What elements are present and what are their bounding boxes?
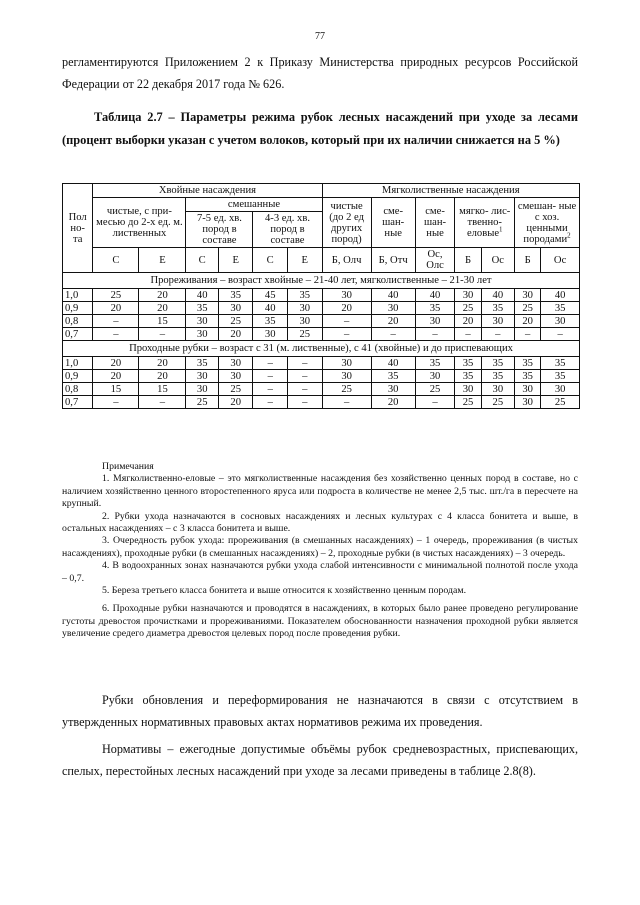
- value-cell: –: [139, 396, 186, 409]
- value-cell: 25: [455, 396, 481, 409]
- value-cell: 30: [515, 396, 541, 409]
- value-cell: 20: [218, 328, 253, 341]
- value-cell: 30: [186, 370, 218, 383]
- value-cell: 30: [322, 289, 371, 302]
- value-cell: 30: [218, 357, 253, 370]
- thinning-rows: [63, 289, 580, 341]
- value-cell: 40: [371, 289, 415, 302]
- value-cell: –: [371, 328, 415, 341]
- value-cell: 20: [93, 370, 139, 383]
- value-cell: 30: [515, 383, 541, 396]
- header-deciduous-spruce-text: мягко- лис- твенно- еловые: [459, 206, 511, 239]
- polnota-cell: 1,0: [63, 289, 93, 302]
- polnota-cell: 0,8: [63, 383, 93, 396]
- value-cell: 30: [415, 370, 455, 383]
- cutting-parameters-table: [62, 183, 580, 409]
- table-row: [63, 383, 580, 396]
- value-cell: 20: [139, 370, 186, 383]
- value-cell: –: [93, 328, 139, 341]
- value-cell: –: [322, 328, 371, 341]
- value-cell: 25: [455, 302, 481, 315]
- value-cell: 35: [541, 302, 580, 315]
- value-cell: 35: [253, 315, 288, 328]
- species-cell: Ос, Олс: [415, 248, 455, 273]
- value-cell: 40: [186, 289, 218, 302]
- header-polnota: Пол но- та: [63, 184, 93, 273]
- value-cell: –: [541, 328, 580, 341]
- polnota-cell: 0,9: [63, 370, 93, 383]
- value-cell: –: [415, 328, 455, 341]
- header-deciduous-mixed-2: сме- шан- ные: [415, 198, 455, 248]
- species-cell: Е: [287, 248, 322, 273]
- value-cell: 20: [455, 315, 481, 328]
- value-cell: 40: [481, 289, 514, 302]
- value-cell: 25: [515, 302, 541, 315]
- note-item: 3. Очередность рубок ухода: прореживания (в смешанных насаждениях) – 1 очередь, прореживания (в чистых насаждениях), проходные рубки (в смешанных насаждениях) – 2, проходные рубки (в чистых насаждениях) – 3 очередь.: [62, 535, 578, 559]
- polnota-cell: 0,7: [63, 328, 93, 341]
- header-deciduous-group: Мягколиственные насаждения: [322, 184, 579, 198]
- species-cell: С: [253, 248, 288, 273]
- value-cell: –: [481, 328, 514, 341]
- table-row: [63, 357, 580, 370]
- header-deciduous-valuable: [515, 198, 580, 248]
- value-cell: –: [415, 396, 455, 409]
- value-cell: 35: [481, 370, 514, 383]
- value-cell: 20: [371, 315, 415, 328]
- value-cell: –: [287, 383, 322, 396]
- value-cell: 40: [253, 302, 288, 315]
- value-cell: 35: [218, 289, 253, 302]
- header-row-species: [63, 248, 580, 273]
- value-cell: 40: [541, 289, 580, 302]
- value-cell: 35: [515, 357, 541, 370]
- header-conifer-pure: чистые, с при- месью до 2-х ед. м. лиственных: [93, 198, 186, 248]
- value-cell: –: [139, 328, 186, 341]
- value-cell: 15: [139, 383, 186, 396]
- header-conifer-mixed: смешанные: [186, 198, 322, 212]
- header-deciduous-valuable-text: смешан- ные с хоз. ценными породами: [517, 200, 577, 245]
- value-cell: –: [253, 396, 288, 409]
- value-cell: 35: [415, 302, 455, 315]
- value-cell: 35: [515, 370, 541, 383]
- value-cell: –: [515, 328, 541, 341]
- header-conifer-mixed-75: 7-5 ед. хв. пород в составе: [186, 212, 253, 248]
- value-cell: 35: [186, 302, 218, 315]
- header-deciduous-pure: чистые (до 2 ед других пород): [322, 198, 371, 248]
- value-cell: 30: [515, 289, 541, 302]
- header-row-sub: [63, 198, 580, 212]
- notes-block: [62, 461, 578, 641]
- value-cell: 40: [415, 289, 455, 302]
- intro-paragraph: регламентируются Приложением 2 к Приказу Министерства природных ресурсов Российской Федерации от 22 декабря 2017 года № 626.: [62, 55, 578, 91]
- table-row: [63, 302, 580, 315]
- value-cell: 30: [481, 315, 514, 328]
- value-cell: 45: [253, 289, 288, 302]
- section-title-passage-cuttings: Проходные рубки – возраст с 31 (м. лиственные), с 41 (хвойные) и до приспевающих: [63, 341, 580, 357]
- value-cell: –: [253, 370, 288, 383]
- value-cell: 15: [139, 315, 186, 328]
- value-cell: 35: [541, 370, 580, 383]
- value-cell: –: [93, 315, 139, 328]
- value-cell: 30: [186, 315, 218, 328]
- header-conifer-group: Хвойные насаждения: [93, 184, 322, 198]
- header-deciduous-spruce: [455, 198, 515, 248]
- species-cell: Ос: [481, 248, 514, 273]
- species-cell: Е: [218, 248, 253, 273]
- note-item: 6. Проходные рубки назначаются и проводятся в насаждениях, в которых было ранее проведено регулирование густоты древостоя прочистками и прореживаниями. Показателем обоснованности назначения проходной рубки является увеличение средего диаметра древостоя целевых пород после проведения рубки.: [62, 603, 578, 640]
- species-cell: С: [186, 248, 218, 273]
- table-title: [62, 106, 578, 152]
- value-cell: 15: [93, 383, 139, 396]
- value-cell: 25: [287, 328, 322, 341]
- value-cell: 30: [287, 315, 322, 328]
- polnota-cell: 0,7: [63, 396, 93, 409]
- value-cell: –: [455, 328, 481, 341]
- body-paragraph-norms: Нормативы – ежегодные допустимые объёмы рубок средневозрастных, приспевающих, спелых, перестойных лесных насаждений при уходе за лесами приведены в таблице 2.8(8).: [62, 742, 578, 778]
- value-cell: 20: [139, 357, 186, 370]
- value-cell: 30: [541, 383, 580, 396]
- value-cell: 25: [186, 396, 218, 409]
- header-deciduous-mixed-1: сме- шан- ные: [371, 198, 415, 248]
- table-row: [63, 289, 580, 302]
- value-cell: 30: [218, 370, 253, 383]
- species-cell: С: [93, 248, 139, 273]
- value-cell: 35: [371, 370, 415, 383]
- passage-cutting-rows: [63, 357, 580, 409]
- species-cell: Б, Отч: [371, 248, 415, 273]
- value-cell: 35: [481, 357, 514, 370]
- value-cell: 35: [541, 357, 580, 370]
- value-cell: 30: [455, 289, 481, 302]
- value-cell: 20: [515, 315, 541, 328]
- notes-heading: Примечания: [102, 461, 154, 472]
- species-cell: Е: [139, 248, 186, 273]
- value-cell: 30: [415, 315, 455, 328]
- species-cell: Ос: [541, 248, 580, 273]
- table-row: [63, 328, 580, 341]
- value-cell: 35: [287, 289, 322, 302]
- value-cell: 20: [139, 289, 186, 302]
- value-cell: 30: [287, 302, 322, 315]
- note-item: 1. Мягколиственно-еловые – это мягколиственные насаждения без хозяйственно ценных пород в составе, но с наличием хозяйственно ценного второстепенного яруса или подроста в количестве не менее 2,5 тыс. шт./га в пересчете на крупный.: [62, 473, 578, 510]
- value-cell: 35: [455, 370, 481, 383]
- footnote-mark-2: 2: [567, 230, 571, 239]
- value-cell: 30: [455, 383, 481, 396]
- value-cell: 30: [371, 383, 415, 396]
- value-cell: 30: [481, 383, 514, 396]
- value-cell: –: [93, 396, 139, 409]
- value-cell: 35: [481, 302, 514, 315]
- value-cell: 25: [218, 383, 253, 396]
- value-cell: 30: [186, 383, 218, 396]
- value-cell: –: [322, 396, 371, 409]
- note-item: 4. В водоохранных зонах назначаются рубки ухода слабой интенсивности с минимальной полнотой после ухода – 0,7.: [62, 560, 578, 584]
- section-row-passage: [63, 341, 580, 357]
- value-cell: 30: [541, 315, 580, 328]
- value-cell: –: [253, 383, 288, 396]
- value-cell: 30: [322, 370, 371, 383]
- note-item: 5. Береза третьего класса бонитета и выше относится к хозяйственно ценным породам.: [102, 585, 467, 597]
- table-title-text: Таблица 2.7 – Параметры режима рубок лесных насаждений при уходе за лесами (процент выборки указан с учетом волоков, который при их наличии снижается на 5 %): [62, 110, 578, 147]
- note-item: 2. Рубки ухода назначаются в сосновых насаждениях и лесных культурах с 4 класса бонитета и выше, в остальных насаждениях – с 3 класса бонитета и выше.: [62, 510, 578, 535]
- value-cell: 20: [93, 357, 139, 370]
- value-cell: 30: [218, 302, 253, 315]
- section-row-thinning: [63, 273, 580, 289]
- table-row: [63, 315, 580, 328]
- value-cell: 35: [415, 357, 455, 370]
- species-cell: Б: [515, 248, 541, 273]
- value-cell: 40: [371, 357, 415, 370]
- value-cell: 25: [541, 396, 580, 409]
- header-row-groups: [63, 184, 580, 198]
- value-cell: 20: [93, 302, 139, 315]
- value-cell: 30: [371, 302, 415, 315]
- polnota-cell: 0,8: [63, 315, 93, 328]
- value-cell: 30: [186, 328, 218, 341]
- value-cell: –: [287, 357, 322, 370]
- species-cell: Б, Олч: [322, 248, 371, 273]
- value-cell: 35: [186, 357, 218, 370]
- value-cell: 25: [218, 315, 253, 328]
- section-title-thinning: Прореживания – возраст хвойные – 21-40 лет, мягколиственные – 21-30 лет: [63, 273, 580, 289]
- value-cell: 25: [415, 383, 455, 396]
- header-conifer-mixed-43: 4-3 ед. хв. пород в составе: [253, 212, 322, 248]
- value-cell: 20: [371, 396, 415, 409]
- page-number: 77: [315, 31, 325, 42]
- value-cell: 25: [481, 396, 514, 409]
- value-cell: 25: [93, 289, 139, 302]
- value-cell: 30: [253, 328, 288, 341]
- polnota-cell: 1,0: [63, 357, 93, 370]
- value-cell: –: [287, 396, 322, 409]
- value-cell: 25: [322, 383, 371, 396]
- value-cell: 20: [139, 302, 186, 315]
- value-cell: 30: [322, 357, 371, 370]
- table-row: [63, 396, 580, 409]
- polnota-cell: 0,9: [63, 302, 93, 315]
- table-row: [63, 370, 580, 383]
- body-paragraph-renewal: Рубки обновления и переформирования не назначаются в связи с отсутствием в утвержденных нормативных правовых актах нормативов режима их проведения.: [62, 693, 578, 729]
- value-cell: 20: [322, 302, 371, 315]
- species-cell: Б: [455, 248, 481, 273]
- value-cell: –: [253, 357, 288, 370]
- value-cell: –: [322, 315, 371, 328]
- value-cell: –: [287, 370, 322, 383]
- value-cell: 20: [218, 396, 253, 409]
- value-cell: 35: [455, 357, 481, 370]
- footnote-mark-1: 1: [499, 225, 503, 234]
